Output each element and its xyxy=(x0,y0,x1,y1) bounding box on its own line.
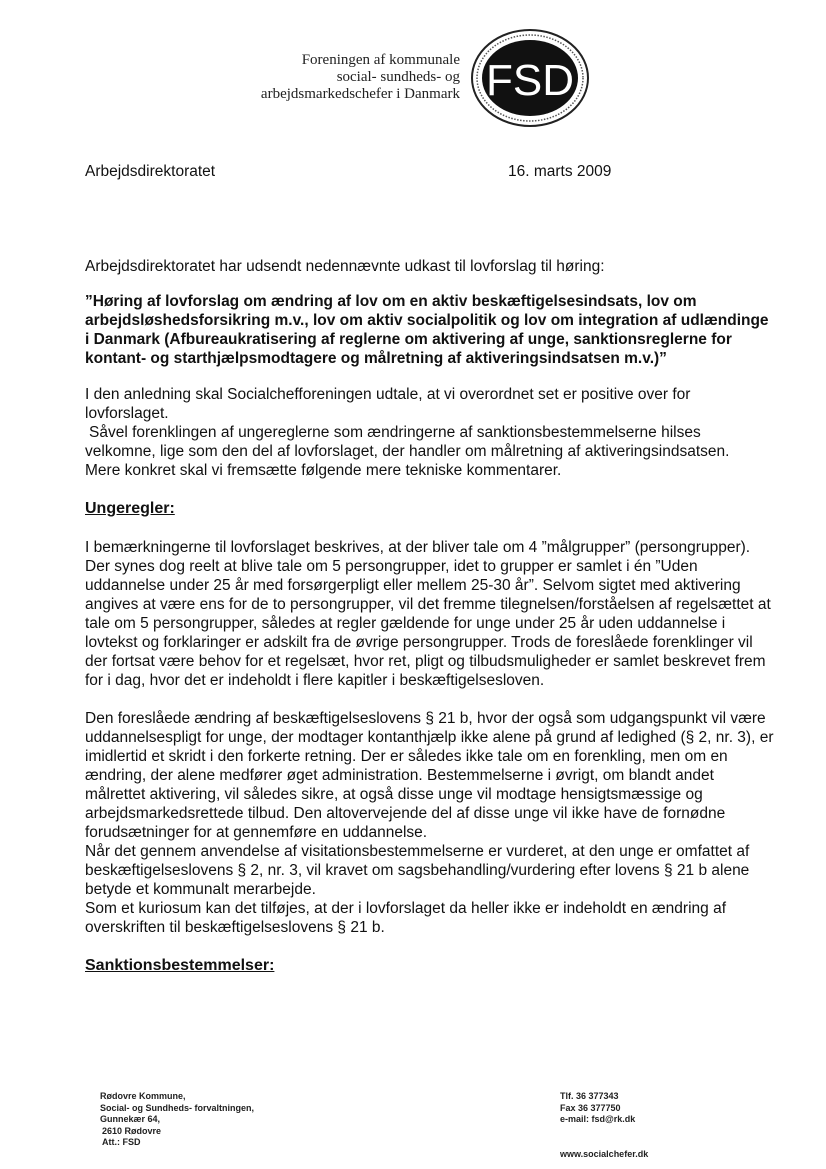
logo-text: FSD xyxy=(486,56,574,105)
footer-contact xyxy=(560,1091,648,1160)
letter-body xyxy=(85,257,775,995)
org-line-1: Foreningen af kommunale xyxy=(301,52,460,68)
section-heading-ungeregler: Ungeregler: xyxy=(85,500,175,517)
fsd-logo xyxy=(470,28,590,128)
org-line-3: arbejdsmarkedschefer i Danmark xyxy=(260,86,460,102)
section-heading-sanktionsbestemmelser: Sanktionsbestemmelser: xyxy=(85,957,275,974)
footer-address xyxy=(100,1091,254,1149)
organization-name xyxy=(261,52,460,103)
ungeregler-paragraph-2: Den foreslåede ændring af beskæftigelseslovens § 21 b, hvor der også som udgangspunkt vil være uddannelsespligt for unge, der modtager kontanthjælp ikke alene på grund af ledighed (§ 2, nr. 3), er imidlertid et skridt i den forkerte retning. Der er således ikke tale om en forenkling, men om en ændring, der alene medfører øget administration. Bestemmelserne i øvrigt, om blandt andet målrettet aktivering, vil således sikre, at også disse unge vil modtage hensigtsmæssige og arbejdsmarkedsrettede tilbud. Den altovervejende del af disse unge vil ikke have de fornødne forudsætninger for at gennemføre en uddannelse. xyxy=(85,710,774,841)
address-line-2: Social- og Sundheds- forvaltningen, xyxy=(100,1102,255,1113)
footer-email[interactable]: e-mail: fsd@rk.dk xyxy=(560,1114,636,1124)
opening-paragraph-2: Såvel forenklingen af ungereglerne som ændringerne af sanktionsbestemmelserne hilses velkomne, lige som den del af lovforslaget, der handler om målretning af aktiveringsindsatsen. xyxy=(85,424,730,460)
hearing-title: ”Høring af lovforslag om ændring af lov om en aktiv beskæftigelsesindsats, lov om arbejdsløshedsforsikring m.v., lov om aktiv socialpolitik og lov om integration af udlændinge i Danmark (Afbureaukratisering af reglerne om aktivering af unge, sanktionsreglerne for kontant- og starthjælpsmodtagere og målretning af aktiveringsindsatsen m.v.)” xyxy=(85,293,769,367)
org-line-2: social- sundheds- og xyxy=(336,69,460,85)
footer-phone: Tlf. 36 377343 xyxy=(560,1091,619,1101)
address-line-3: Gunnekær 64, xyxy=(100,1114,161,1124)
intro-text: Arbejdsdirektoratet har udsendt nedennævnte udkast til lovforslag til høring: xyxy=(85,258,605,275)
footer-website[interactable]: www.socialchefer.dk xyxy=(560,1148,649,1159)
opening-paragraph-3: Mere konkret skal vi fremsætte følgende mere tekniske kommentarer. xyxy=(85,462,562,479)
ungeregler-paragraph-1: I bemærkningerne til lovforslaget beskrives, at der bliver tale om 4 ”målgrupper” (persongrupper). Der synes dog reelt at blive tale om 5 persongrupper, idet to grupper er samlet i én ”Uden uddannelse under 25 år med forsørgerpligt eller mellem 25-30 år”. Selvom sigtet med aktivering angives at være ens for de to persongrupper, vil det fremme tilegnelsen/forståelsen af regelsættet at tale om 5 persongrupper, således at regler gældende for unge under 25 år uden uddannelse i lovtekst og forklaringer er adskilt fra de øvrige persongrupper. Trods de foreslåede forenklinger vil der fortsat være behov for et regelsæt, hvor ret, pligt og tilbudsmuligheder er samlet beskrevet frem for i dag, hvor det er indeholdt i flere kapitler i beskæftigelsesloven. xyxy=(85,539,771,689)
address-line-4: 2610 Rødovre xyxy=(102,1125,162,1136)
footer-fax: Fax 36 377750 xyxy=(560,1102,621,1113)
opening-paragraph-1: I den anledning skal Socialchefforeningen udtale, at vi overordnet set er positive over for lovforslaget. xyxy=(85,386,691,422)
ungeregler-paragraph-4: Som et kuriosum kan det tilføjes, at der i lovforslaget da heller ikke er indeholdt en ændring af overskriften til beskæftigelseslovens § 21 b. xyxy=(85,900,726,936)
letter-date: 16. marts 2009 xyxy=(508,163,612,180)
ungeregler-paragraph-3: Når det gennem anvendelse af visitationsbestemmelserne er vurderet, at den unge er omfattet af beskæftigelseslovens § 2, nr. 3, vil kravet om sagsbehandling/vurdering efter lovens § 21 b alene betyde et kommunalt merarbejde. xyxy=(85,843,750,898)
address-line-1: Rødovre Kommune, xyxy=(100,1091,186,1101)
recipient: Arbejdsdirektoratet xyxy=(85,163,216,180)
address-line-5: Att.: FSD xyxy=(102,1137,141,1147)
